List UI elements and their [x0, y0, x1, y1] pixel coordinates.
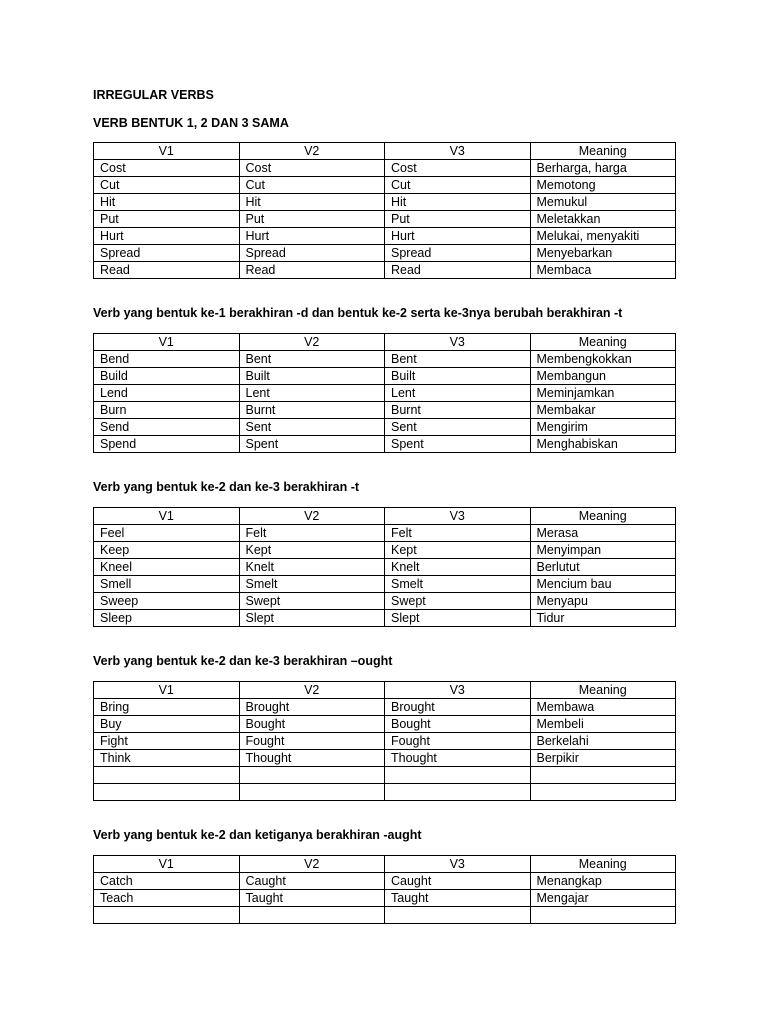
document-title: IRREGULAR VERBS [93, 88, 214, 102]
cell-v1: Spend [94, 436, 240, 453]
cell-meaning: Menyimpan [530, 542, 676, 559]
table-header-row [94, 334, 676, 351]
cell-v3: Cut [385, 177, 531, 194]
column-header-v1: V1 [94, 143, 240, 160]
cell-v3: Spent [385, 436, 531, 453]
table-row [94, 211, 676, 228]
section-heading: Verb yang bentuk ke-2 dan ketiganya berakhiran -aught [93, 828, 422, 842]
cell-v2 [239, 907, 385, 924]
column-header-v2: V2 [239, 508, 385, 525]
column-header-v3: V3 [385, 508, 531, 525]
cell-meaning: Melukai, menyakiti [530, 228, 676, 245]
table-row-empty [94, 767, 676, 784]
cell-v1: Cost [94, 160, 240, 177]
table-row [94, 177, 676, 194]
cell-v3: Thought [385, 750, 531, 767]
column-header-meaning: Meaning [530, 508, 676, 525]
cell-meaning [530, 767, 676, 784]
column-header-v2: V2 [239, 334, 385, 351]
cell-v2: Hit [239, 194, 385, 211]
table-row-empty [94, 907, 676, 924]
cell-v3: Caught [385, 873, 531, 890]
cell-meaning: Membangun [530, 368, 676, 385]
table-row [94, 351, 676, 368]
cell-v1: Bring [94, 699, 240, 716]
cell-meaning: Berpikir [530, 750, 676, 767]
cell-v1: Put [94, 211, 240, 228]
cell-v2: Swept [239, 593, 385, 610]
cell-meaning [530, 907, 676, 924]
column-header-v2: V2 [239, 682, 385, 699]
cell-v1: Spread [94, 245, 240, 262]
cell-v3: Smelt [385, 576, 531, 593]
cell-v2 [239, 784, 385, 801]
cell-v3: Hurt [385, 228, 531, 245]
column-header-meaning: Meaning [530, 334, 676, 351]
cell-v2: Cut [239, 177, 385, 194]
cell-v3 [385, 784, 531, 801]
cell-meaning: Memukul [530, 194, 676, 211]
column-header-v1: V1 [94, 856, 240, 873]
table-row [94, 385, 676, 402]
table-header-row [94, 508, 676, 525]
cell-meaning: Mengajar [530, 890, 676, 907]
cell-meaning: Tidur [530, 610, 676, 627]
cell-v1: Kneel [94, 559, 240, 576]
cell-v3: Cost [385, 160, 531, 177]
cell-v3: Felt [385, 525, 531, 542]
cell-v3: Sent [385, 419, 531, 436]
cell-v1: Keep [94, 542, 240, 559]
table-row [94, 262, 676, 279]
cell-v2: Thought [239, 750, 385, 767]
verb-table [93, 681, 676, 801]
cell-v2: Felt [239, 525, 385, 542]
cell-meaning: Meminjamkan [530, 385, 676, 402]
column-header-v3: V3 [385, 682, 531, 699]
cell-v2: Lent [239, 385, 385, 402]
table-header-row [94, 143, 676, 160]
verb-table [93, 142, 676, 279]
cell-v1: Hurt [94, 228, 240, 245]
table-row [94, 750, 676, 767]
cell-v1: Buy [94, 716, 240, 733]
cell-v1: Feel [94, 525, 240, 542]
cell-v1: Build [94, 368, 240, 385]
cell-v2: Knelt [239, 559, 385, 576]
cell-meaning: Membakar [530, 402, 676, 419]
table-row [94, 733, 676, 750]
cell-v2: Read [239, 262, 385, 279]
verb-table [93, 333, 676, 453]
column-header-meaning: Meaning [530, 682, 676, 699]
cell-v2: Spent [239, 436, 385, 453]
cell-v1: Think [94, 750, 240, 767]
cell-meaning: Berlutut [530, 559, 676, 576]
cell-meaning: Meletakkan [530, 211, 676, 228]
table-row [94, 402, 676, 419]
cell-v2: Hurt [239, 228, 385, 245]
section-heading: Verb yang bentuk ke-2 dan ke-3 berakhiran -t [93, 480, 360, 494]
cell-meaning: Membengkokkan [530, 351, 676, 368]
cell-v3 [385, 767, 531, 784]
cell-v3: Built [385, 368, 531, 385]
table-row [94, 576, 676, 593]
column-header-meaning: Meaning [530, 143, 676, 160]
cell-meaning: Memotong [530, 177, 676, 194]
cell-v1 [94, 907, 240, 924]
cell-v1: Sleep [94, 610, 240, 627]
cell-v2: Taught [239, 890, 385, 907]
cell-v3: Knelt [385, 559, 531, 576]
column-header-v1: V1 [94, 508, 240, 525]
table-row [94, 610, 676, 627]
column-header-meaning: Meaning [530, 856, 676, 873]
cell-meaning: Mencium bau [530, 576, 676, 593]
cell-meaning: Menangkap [530, 873, 676, 890]
cell-v3 [385, 907, 531, 924]
table-row [94, 245, 676, 262]
column-header-v1: V1 [94, 334, 240, 351]
cell-v3: Bought [385, 716, 531, 733]
cell-v1: Send [94, 419, 240, 436]
cell-v2: Bent [239, 351, 385, 368]
table-row [94, 194, 676, 211]
table-row [94, 228, 676, 245]
cell-v1: Read [94, 262, 240, 279]
column-header-v3: V3 [385, 334, 531, 351]
table-row [94, 160, 676, 177]
table-row [94, 436, 676, 453]
table-row [94, 699, 676, 716]
cell-v3: Taught [385, 890, 531, 907]
section-heading: VERB BENTUK 1, 2 DAN 3 SAMA [93, 116, 289, 130]
cell-v1 [94, 767, 240, 784]
column-header-v3: V3 [385, 143, 531, 160]
cell-v2: Burnt [239, 402, 385, 419]
cell-meaning: Menyapu [530, 593, 676, 610]
cell-meaning: Membeli [530, 716, 676, 733]
verb-table [93, 855, 676, 924]
cell-v3: Kept [385, 542, 531, 559]
column-header-v3: V3 [385, 856, 531, 873]
cell-meaning [530, 784, 676, 801]
cell-v1: Catch [94, 873, 240, 890]
cell-v3: Slept [385, 610, 531, 627]
column-header-v1: V1 [94, 682, 240, 699]
cell-v3: Burnt [385, 402, 531, 419]
cell-v2 [239, 767, 385, 784]
cell-meaning: Berharga, harga [530, 160, 676, 177]
cell-v3: Swept [385, 593, 531, 610]
column-header-v2: V2 [239, 856, 385, 873]
cell-v3: Brought [385, 699, 531, 716]
cell-v2: Kept [239, 542, 385, 559]
cell-v1: Hit [94, 194, 240, 211]
cell-meaning: Mengirim [530, 419, 676, 436]
cell-v2: Bought [239, 716, 385, 733]
cell-v2: Built [239, 368, 385, 385]
cell-v2: Smelt [239, 576, 385, 593]
cell-v3: Spread [385, 245, 531, 262]
cell-v2: Put [239, 211, 385, 228]
cell-v1: Fight [94, 733, 240, 750]
table-row [94, 873, 676, 890]
cell-v2: Caught [239, 873, 385, 890]
cell-v1: Lend [94, 385, 240, 402]
table-row [94, 419, 676, 436]
table-row [94, 559, 676, 576]
cell-v3: Bent [385, 351, 531, 368]
cell-meaning: Menyebarkan [530, 245, 676, 262]
cell-v1 [94, 784, 240, 801]
cell-v2: Spread [239, 245, 385, 262]
cell-v1: Sweep [94, 593, 240, 610]
cell-v1: Smell [94, 576, 240, 593]
table-row-empty [94, 784, 676, 801]
cell-meaning: Menghabiskan [530, 436, 676, 453]
table-row [94, 542, 676, 559]
table-row [94, 525, 676, 542]
cell-meaning: Membawa [530, 699, 676, 716]
table-row [94, 890, 676, 907]
table-header-row [94, 856, 676, 873]
cell-v3: Lent [385, 385, 531, 402]
table-row [94, 368, 676, 385]
cell-v2: Cost [239, 160, 385, 177]
cell-v3: Hit [385, 194, 531, 211]
cell-v2: Sent [239, 419, 385, 436]
cell-v2: Fought [239, 733, 385, 750]
table-header-row [94, 682, 676, 699]
cell-meaning: Berkelahi [530, 733, 676, 750]
cell-v2: Brought [239, 699, 385, 716]
cell-v1: Bend [94, 351, 240, 368]
cell-meaning: Membaca [530, 262, 676, 279]
cell-meaning: Merasa [530, 525, 676, 542]
cell-v3: Read [385, 262, 531, 279]
cell-v1: Burn [94, 402, 240, 419]
cell-v3: Fought [385, 733, 531, 750]
cell-v3: Put [385, 211, 531, 228]
table-row [94, 716, 676, 733]
table-row [94, 593, 676, 610]
cell-v2: Slept [239, 610, 385, 627]
column-header-v2: V2 [239, 143, 385, 160]
verb-table [93, 507, 676, 627]
section-heading: Verb yang bentuk ke-2 dan ke-3 berakhiran –ought [93, 654, 393, 668]
cell-v1: Cut [94, 177, 240, 194]
section-heading: Verb yang bentuk ke-1 berakhiran -d dan bentuk ke-2 serta ke-3nya berubah berakhiran -t [93, 306, 623, 320]
cell-v1: Teach [94, 890, 240, 907]
